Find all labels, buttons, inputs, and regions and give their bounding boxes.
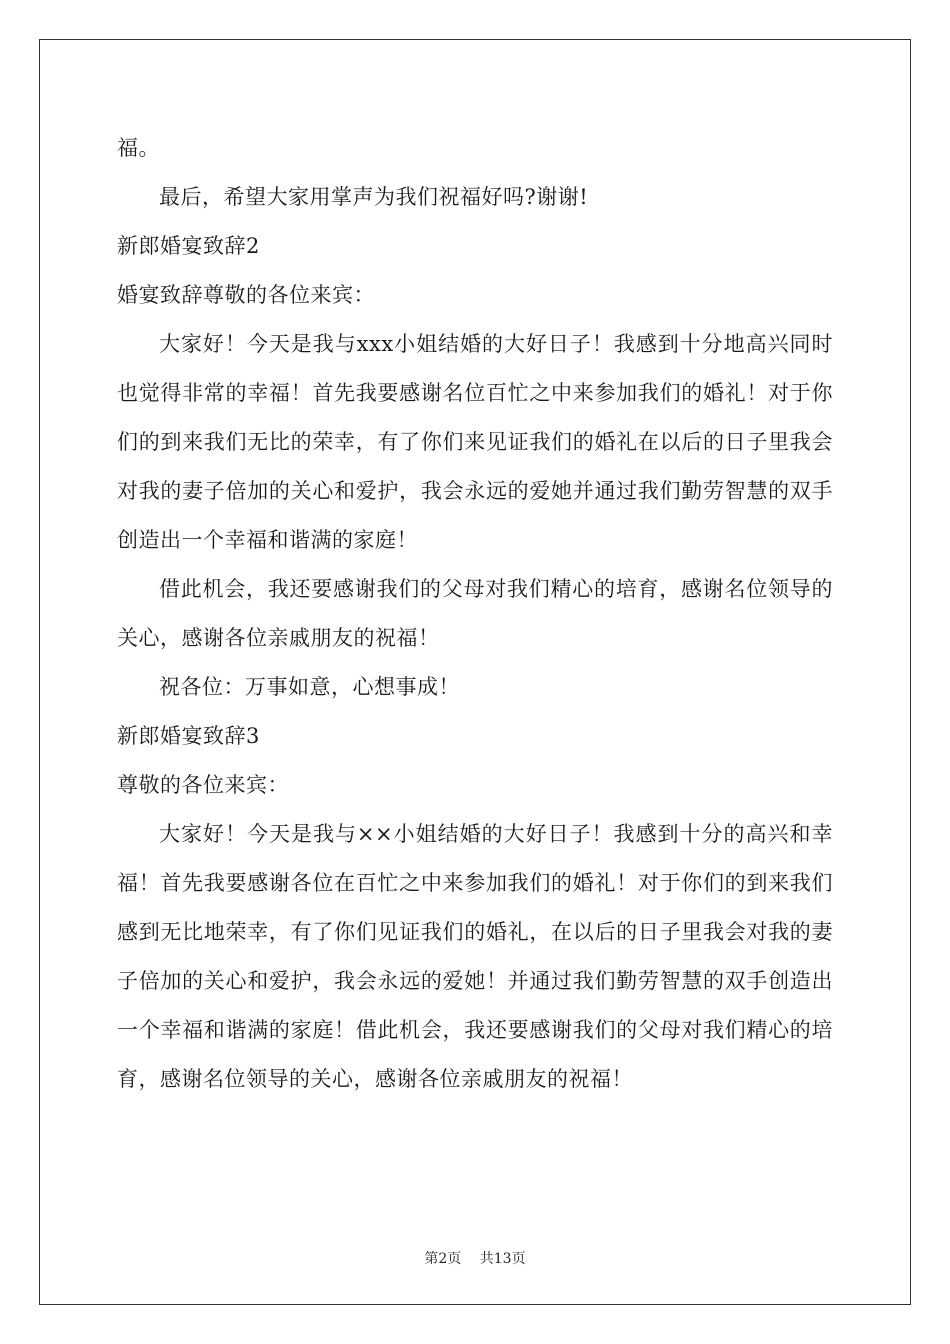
paragraph: 福。	[117, 136, 160, 160]
paragraph: 借此机会，我还要感谢我们的父母对我们精心的培育，感谢名位领导的关心，感谢各位亲戚朋友的祝福！	[117, 577, 833, 650]
salutation: 婚宴致辞尊敬的各位来宾：	[117, 283, 375, 307]
paragraph: 最后，希望大家用掌声为我们祝福好吗?谢谢!	[159, 185, 589, 209]
paragraph: 祝各位：万事如意，心想事成！	[159, 675, 460, 699]
page-number: 第2页	[424, 1251, 462, 1267]
page-footer	[0, 1248, 950, 1268]
salutation: 尊敬的各位来宾：	[117, 773, 289, 797]
document-body	[117, 124, 833, 1104]
page-total: 共13页	[479, 1251, 526, 1267]
section-heading: 新郎婚宴致辞3	[117, 724, 260, 748]
section-heading: 新郎婚宴致辞2	[117, 234, 260, 258]
paragraph: 大家好！今天是我与××小姐结婚的大好日子！我感到十分的高兴和幸福！首先我要感谢各位在百忙之中来参加我们的婚礼！对于你们的到来我们感到无比地荣幸，有了你们见证我们的婚礼，在以后的日子里我会对我的妻子倍加的关心和爱护，我会永远的爱她！并通过我们勤劳智慧的双手创造出一个幸福和谐满的家庭！借此机会，我还要感谢我们的父母对我们精心的培育，感谢名位领导的关心，感谢各位亲戚朋友的祝福！	[117, 822, 833, 1091]
paragraph: 大家好！今天是我与xxx小姐结婚的大好日子！我感到十分地高兴同时也觉得非常的幸福！首先我要感谢名位百忙之中来参加我们的婚礼！对于你们的到来我们无比的荣幸，有了你们来见证我们的婚礼在以后的日子里我会对我的妻子倍加的关心和爱护，我会永远的爱她并通过我们勤劳智慧的双手创造出一个幸福和谐满的家庭！	[117, 332, 833, 552]
